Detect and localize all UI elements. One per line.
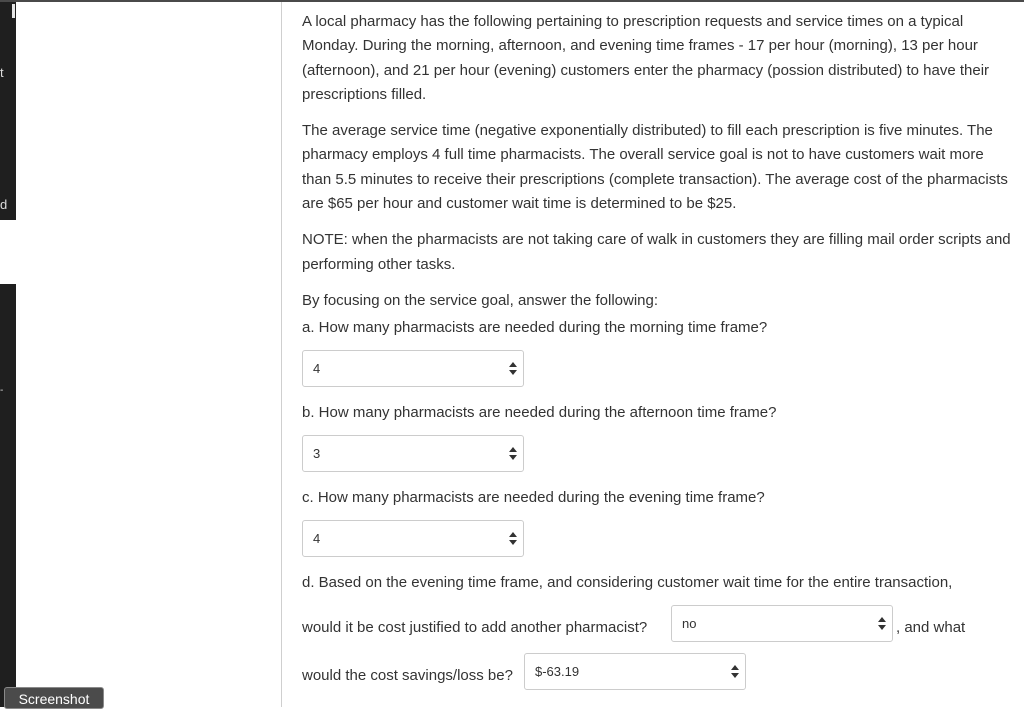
answer-b-value: 3 [313,446,321,461]
answer-d-justified-value: no [682,616,697,631]
edge-text: t [0,65,4,80]
screenshot-button[interactable]: Screenshot [4,687,104,709]
question-d-line2: would it be cost justified to add another pharmacist? [302,619,648,636]
select-arrows-icon [878,617,886,630]
answer-d-savings-select[interactable] [524,653,746,690]
question-d-line3: would the cost savings/loss be? [302,667,513,684]
answer-c-value: 4 [313,531,321,546]
edge-text: d [0,197,8,212]
answer-d-justified-select[interactable] [671,605,893,642]
answer-a-select[interactable] [302,350,524,387]
edge-marker [12,4,15,18]
answer-a-value: 4 [313,361,321,376]
top-border [0,0,1024,2]
instruction-text: By focusing on the service goal, answer the following: [302,291,659,309]
problem-paragraph: The average service time (negative exponentially distributed) to fill each prescription is five minutes. The pharmacy employs 4 full time pharmacists. The overall service goal is not to have customers wait more than 5.5 minutes to receive their prescriptions (complete transaction). The average cost of the pharmacists are $65 per hour and customer wait time is determined to be $25. [302,122,1008,213]
question-c: c. How many pharmacists are needed during the evening time frame? [302,489,765,506]
select-arrows-icon [731,665,739,678]
answer-b-select[interactable] [302,435,524,472]
select-arrows-icon [509,532,517,545]
note-paragraph: NOTE: when the pharmacists are not taking care of walk in customers they are filling mail order scripts and performing other tasks. [302,231,1011,273]
question-d-line1: d. Based on the evening time frame, and considering customer wait time for the entire transaction, [302,574,953,591]
select-arrows-icon [509,362,517,375]
problem-text [302,10,1012,325]
left-panel-lower [0,284,16,707]
left-panel [0,2,16,220]
question-d-tail: , and what [896,619,966,636]
question-a: a. How many pharmacists are needed during the morning time frame? [302,319,768,336]
select-arrows-icon [509,447,517,460]
answer-d-savings-value: $-63.19 [535,664,580,679]
problem-paragraph: A local pharmacy has the following pertaining to prescription requests and service times on a typical Monday. During the morning, afternoon, and evening time frames - 17 per hour (morning), 13 per hour (afternoon), and 21 per hour (evening) customers enter the pharmacy (possion distributed) to have their prescriptions filled. [302,13,990,103]
answer-c-select[interactable] [302,520,524,557]
question-b: b. How many pharmacists are needed during the afternoon time frame? [302,404,777,421]
column-divider [281,2,282,707]
edge-text: - [0,385,4,396]
